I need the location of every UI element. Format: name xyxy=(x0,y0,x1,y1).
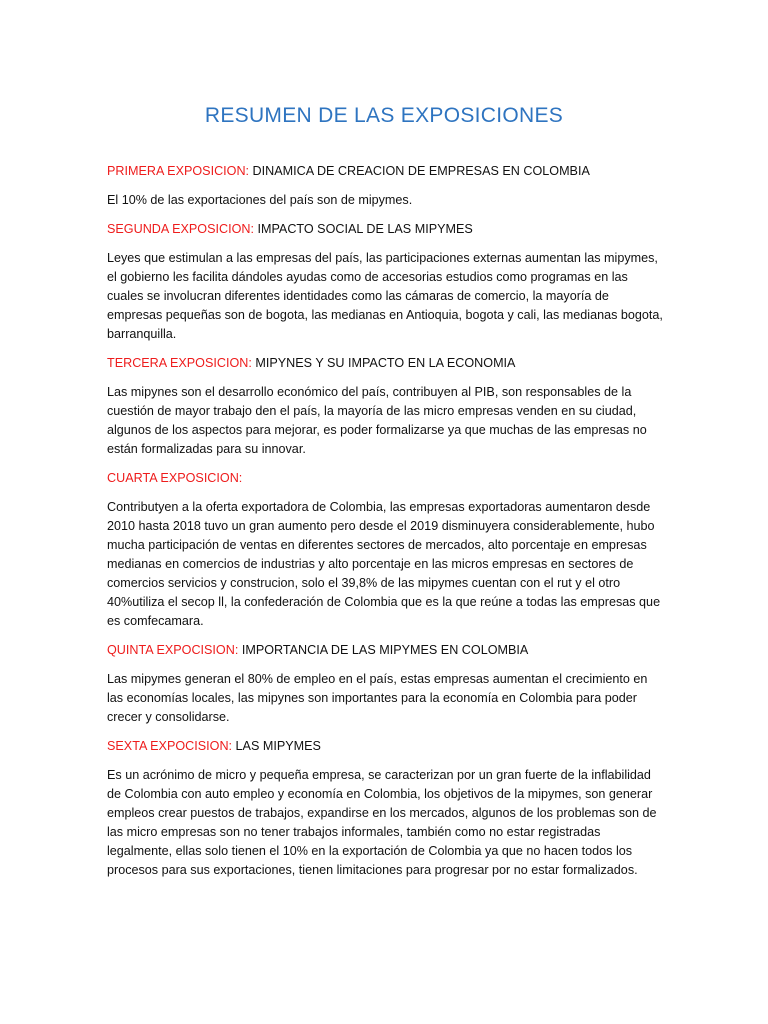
section-heading-4 xyxy=(107,469,667,488)
section-topic: MIPYNES Y SU IMPACTO EN LA ECONOMIA xyxy=(251,356,516,370)
section-paragraph-6: Es un acrónimo de micro y pequeña empresa, se caracterizan por un gran fuerte de la inflabilidad de Colombia con auto empleo y economía en Colombia, los objetivos de la mipymes, son generar empleos crear puestos de trabajos, expandirse en los mercados, algunos de los problemas son de las micro empresas son no tener trabajos informales, también como no estar registradas legalmente, ellas solo tienen el 10% en la exportación de Colombia ya que no hacen todos los procesos para sus exportaciones, tienen limitaciones para progresar por no estar formalizados. xyxy=(107,768,657,877)
section-label: PRIMERA EXPOSICION: xyxy=(107,164,250,178)
section-label: CUARTA EXPOSICION: xyxy=(107,471,243,485)
section-paragraph-1: El 10% de las exportaciones del país son de mipymes. xyxy=(107,193,413,207)
document-title: RESUMEN DE LAS EXPOSICIONES xyxy=(204,104,564,127)
section-paragraph-5: Las mipymes generan el 80% de empleo en el país, estas empresas aumentan el crecimiento en las economías locales, las mipynes son importantes para la economía en Colombia para poder crecer y consolidarse. xyxy=(107,672,648,724)
section-topic: DINAMICA DE CREACION DE EMPRESAS EN COLOMBIA xyxy=(249,164,590,178)
section-label: TERCERA EXPOSICION: xyxy=(107,356,252,370)
document-body xyxy=(107,162,667,890)
section-label: QUINTA EXPOCISION: xyxy=(107,643,239,657)
section-heading-2 xyxy=(107,220,667,239)
section-heading-6 xyxy=(107,737,667,756)
section-paragraph-2: Leyes que estimulan a las empresas del país, las participaciones externas aumentan las mipymes, el gobierno les facilita dándoles ayudas como de accesorias estudios como programas en las cuales se involucran diferentes identidades como las cámaras de comercio, la mayoría de empresas pequeñas son de bogota, las medianas en Antioquia, bogota y cali, las medianas bogota, barranquilla. xyxy=(107,251,663,341)
section-heading-3 xyxy=(107,354,667,373)
section-label: SEXTA EXPOCISION: xyxy=(107,739,233,753)
section-topic: IMPORTANCIA DE LAS MIPYMES EN COLOMBIA xyxy=(238,643,529,657)
section-heading-1 xyxy=(107,162,667,181)
section-topic: LAS MIPYMES xyxy=(232,739,321,753)
section-paragraph-3: Las mipynes son el desarrollo económico del país, contribuyen al PIB, son responsables de la cuestión de mayor trabajo den el país, la mayoría de las micro empresas venden en su ciudad, algunos de los aspectos para mejorar, es poder formalizarse ya que muchas de las empresas no están formalizadas para su innovar. xyxy=(107,385,647,456)
section-paragraph-4: Contributyen a la oferta exportadora de Colombia, las empresas exportadoras aumentaron desde 2010 hasta 2018 tuvo un gran aumento pero desde el 2019 disminuyera considerablemente, hubo mucha participación de ventas en diferentes sectores de mercados, alto porcentaje en empresas medianas en comercios de industrias y alto porcentaje en las micros empresas en sectores de comercios servicios y construcion, solo el 39,8% de las mipymes cuentan con el rut y el otro 40%utiliza el secop ll, la confederación de Colombia que es la que reúne a todas las empresas que es comfecamara. xyxy=(107,500,661,628)
section-heading-5 xyxy=(107,641,667,660)
section-label: SEGUNDA EXPOSICION: xyxy=(107,222,254,236)
section-topic: IMPACTO SOCIAL DE LAS MIPYMES xyxy=(253,222,473,236)
